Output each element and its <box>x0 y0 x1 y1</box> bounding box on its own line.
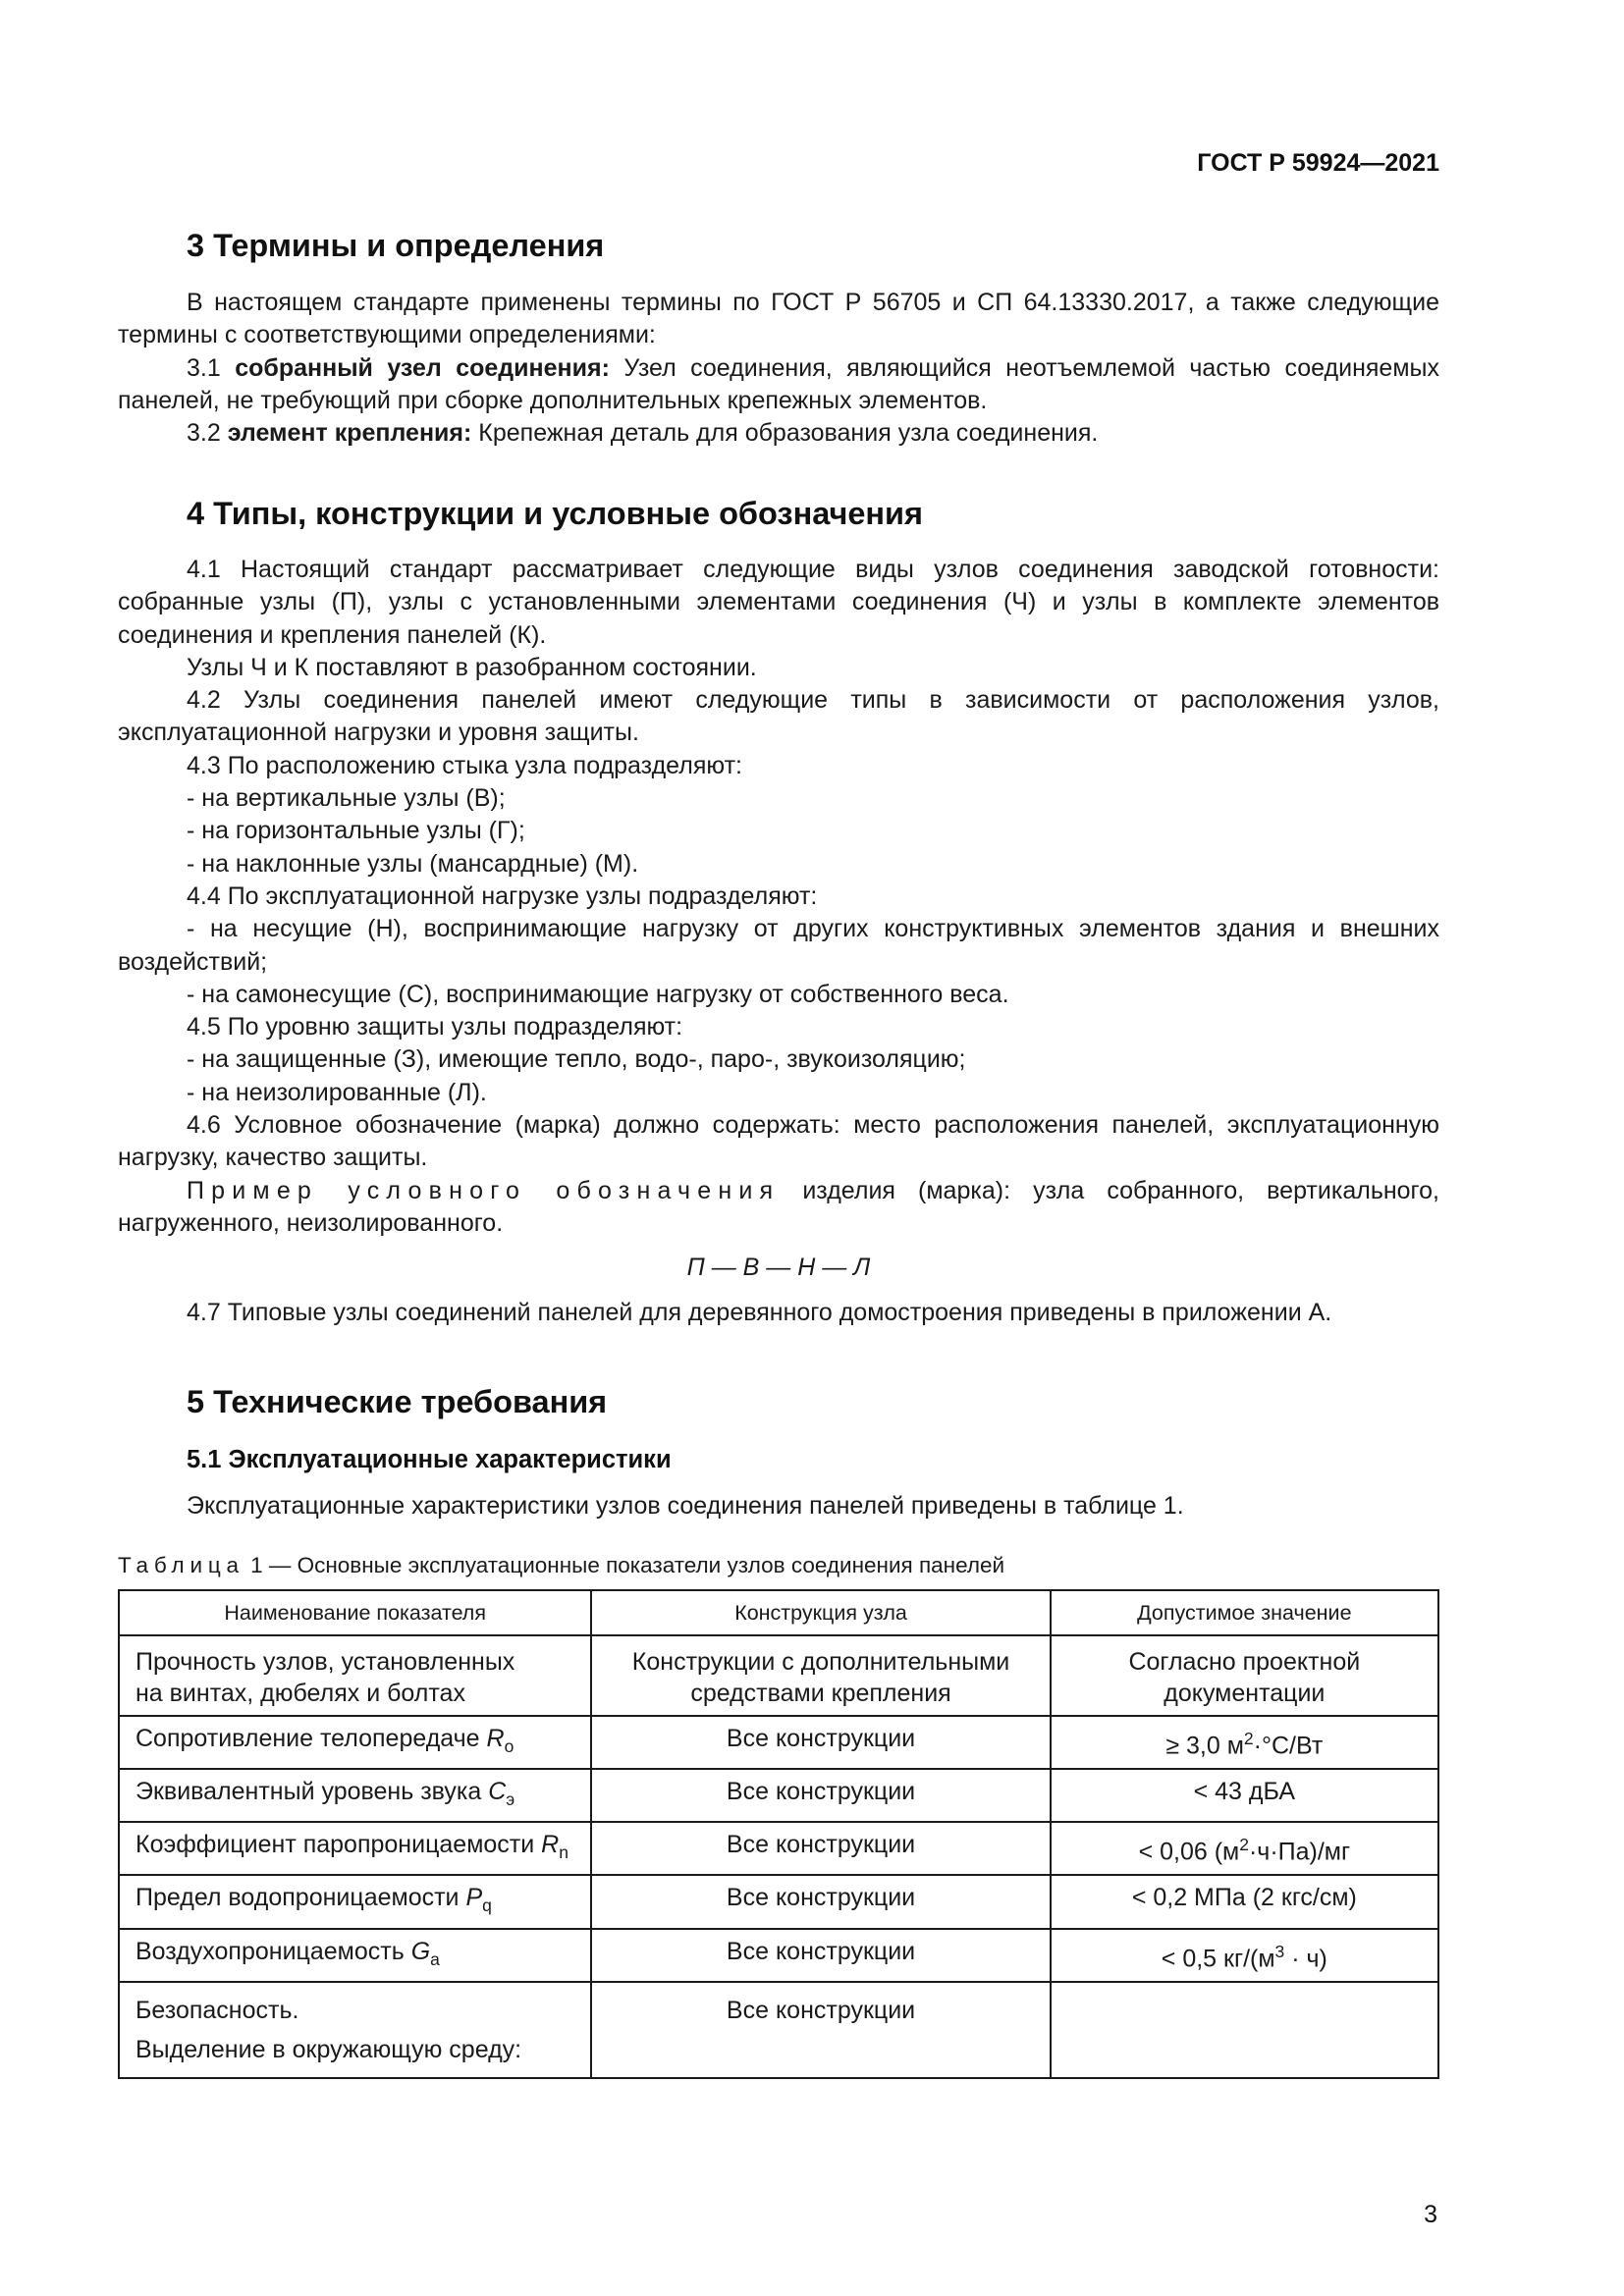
cell-construction: Все конструкции <box>591 1769 1050 1822</box>
term-name: собранный узел соединения: <box>235 353 610 382</box>
cell-value: < 0,06 $(м^2\cdot ч\cdot Па)/мг$ <box>1051 1822 1438 1875</box>
paragraph-4-4: 4.4 По эксплуатационной нагрузке узлы подразделяют: <box>187 881 818 910</box>
cell-construction: Все конструкции <box>591 1982 1050 2078</box>
example-paragraph <box>118 1175 1439 1241</box>
paragraph-4-1: 4.1 Настоящий стандарт рассматривает следующие виды узлов соединения заводской готовности: собранные узлы (П), узлы с установленными элементами соединения (Ч) и узлы в комплекте элементов соединения и крепления панелей (К). <box>118 556 1439 649</box>
section-3-intro: В настоящем стандарте применены термины по ГОСТ Р 56705 и СП 64.13330.2017, а также следующие термины с соответствующими определениями: <box>118 289 1439 349</box>
term-definition: Крепежная деталь для образования узла соединения. <box>478 419 1099 448</box>
cell-indicator: Коэффициент паропроницаемости $R_n$ <box>119 1822 591 1875</box>
cell-indicator: Прочность узлов, установленных на винтах, дюбелях и болтах <box>119 1635 591 1716</box>
section-4-title: 4 Типы, конструкции и условные обозначения <box>187 496 923 531</box>
table-row <box>119 1635 1438 1716</box>
paragraph-4-6: 4.6 Условное обозначение (марка) должно содержать: место расположения панелей, эксплуатационную нагрузку, качество защиты. <box>118 1111 1439 1172</box>
table-caption <box>118 1549 1004 1581</box>
column-header-indicator: Наименование показателя <box>119 1590 591 1635</box>
list-item: - на неизолированные (Л). <box>187 1078 487 1106</box>
document-code: ГОСТ Р 59924—2021 <box>1197 149 1439 177</box>
cell-value: < 43 дБА <box>1051 1769 1438 1822</box>
designation-formula: П — В — Н — Л <box>686 1254 871 1282</box>
table-row <box>119 1929 1438 1982</box>
cell-value <box>1051 1982 1438 2078</box>
subsection-5-1-title: 5.1 Эксплуатационные характеристики <box>187 1446 672 1473</box>
cell-indicator: Безопасность. Выделение в окружающую среду: <box>119 1982 591 2078</box>
list-item: - на самонесущие (С), воспринимающие нагрузку от собственного веса. <box>187 980 1009 1008</box>
term-number: 3.2 <box>187 419 221 448</box>
table-row <box>119 1769 1438 1822</box>
page-number: 3 <box>1424 2201 1437 2228</box>
cell-value: Согласно проектной документации <box>1051 1635 1438 1716</box>
cell-construction: Все конструкции <box>591 1929 1050 1982</box>
cell-value: < 0,2 МПа (2 кгс/см) <box>1051 1875 1438 1928</box>
term-definition: Узел соединения, являющийся неотъемлемой частью соединяемых панелей, не требующий при сборке дополнительных крепежных элементов. <box>118 353 1439 414</box>
paragraph: Узлы Ч и К поставляют в разобранном состоянии. <box>187 653 757 681</box>
paragraph-4-5: 4.5 По уровню защиты узлы подразделяют: <box>187 1013 683 1041</box>
cell-construction: Все конструкции <box>591 1822 1050 1875</box>
section-5-body <box>118 1490 1439 1522</box>
list-item: - на горизонтальные узлы (Г); <box>187 817 525 845</box>
section-5-title: 5 Технические требования <box>187 1384 608 1419</box>
column-header-construction: Конструкция узла <box>591 1590 1050 1635</box>
cell-indicator: Воздухопроницаемость $G_a$ <box>119 1929 591 1982</box>
indicators-table <box>118 1589 1439 2079</box>
cell-construction: Все конструкции <box>591 1875 1050 1928</box>
table-caption-text: 1 — Основные эксплуатационные показатели узлов соединения панелей <box>244 1553 1005 1577</box>
cell-indicator: Предел водопроницаемости $P_q$ <box>119 1875 591 1928</box>
table-header-row <box>119 1590 1438 1635</box>
section-4-body <box>118 554 1439 1329</box>
term-3-1 <box>118 352 1439 418</box>
term-name: элемент крепления: <box>227 419 472 448</box>
list-item: - на защищенные (З), имеющие тепло, водо-, паро-, звукоизоляцию; <box>187 1045 966 1074</box>
table-row <box>119 1822 1438 1875</box>
example-label: Пример условного обозначения <box>187 1176 781 1204</box>
term-number: 3.1 <box>187 353 221 382</box>
cell-indicator: Эквивалентный уровень звука $C_э$ <box>119 1769 591 1822</box>
cell-value: < 0,5 $кг/(м^3 \cdot ч)$ <box>1051 1929 1438 1982</box>
cell-value: ≥ 3,0 $м^2\cdot^\circ С/Вт$ <box>1051 1716 1438 1769</box>
paragraph-4-2: 4.2 Узлы соединения панелей имеют следующие типы в зависимости от расположения узлов, эксплуатационной нагрузки и уровня защиты. <box>118 686 1439 747</box>
cell-construction: Конструкции с дополнительными средствами крепления <box>591 1635 1050 1716</box>
section-5-1-intro: Эксплуатационные характеристики узлов соединения панелей приведены в таблице 1. <box>187 1492 1184 1520</box>
section-3-body <box>118 287 1439 450</box>
paragraph-4-7: 4.7 Типовые узлы соединений панелей для деревянного домостроения приведены в приложении А. <box>187 1298 1332 1326</box>
table-caption-label: Таблица <box>118 1553 244 1577</box>
term-3-2 <box>118 417 1439 450</box>
cell-indicator: Сопротивление телопередаче $R_o$ <box>119 1716 591 1769</box>
list-item: - на наклонные узлы (мансардные) (М). <box>187 849 639 878</box>
example-text: изделия (марка): узла собранного, вертикального, нагруженного, неизолированного. <box>118 1176 1439 1237</box>
table-row <box>119 1982 1438 2078</box>
table-row <box>119 1875 1438 1928</box>
table-row <box>119 1716 1438 1769</box>
list-item: - на несущие (Н), воспринимающие нагрузку от других конструктивных элементов здания и внешних воздействий; <box>118 915 1439 976</box>
cell-construction: Все конструкции <box>591 1716 1050 1769</box>
column-header-value: Допустимое значение <box>1051 1590 1438 1635</box>
list-item: - на вертикальные узлы (В); <box>187 784 506 813</box>
paragraph-4-3: 4.3 По расположению стыка узла подразделяют: <box>187 751 742 779</box>
section-3-title: 3 Термины и определения <box>187 228 605 263</box>
